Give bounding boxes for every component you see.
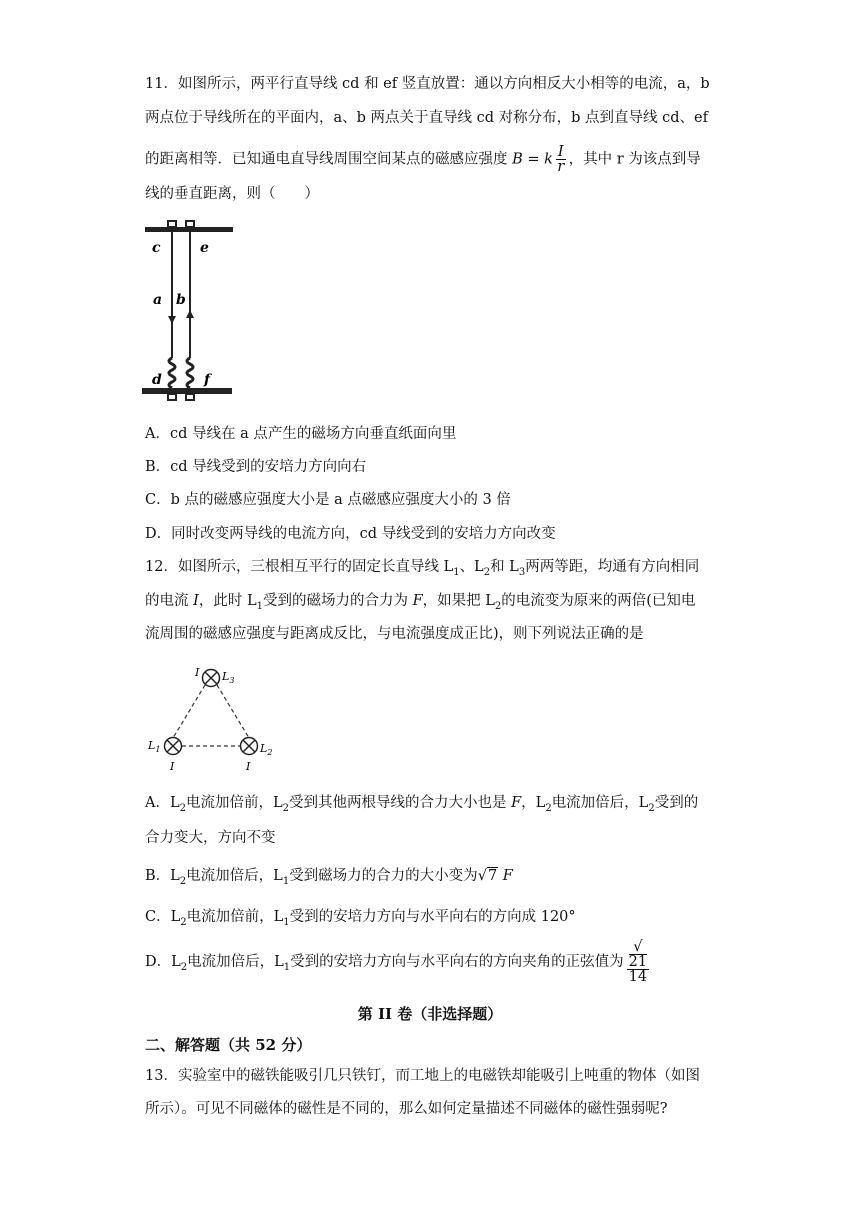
label-a: a: [153, 292, 163, 308]
q12-l2-I: I: [193, 593, 199, 609]
q12-stem-line3: 流周围的磁感应强度与距离成反比，与电流强度成正比)，则下列说法正确的是: [145, 626, 644, 642]
label-e: e: [200, 240, 209, 256]
part2-title: 第 II 卷（非选择题）: [357, 1005, 503, 1023]
q12-option-d: [145, 940, 652, 984]
q11-option-c: C．b 点的磁感应强度大小是 a 点磁感应强度大小的 3 倍: [145, 492, 511, 508]
optD-t2: 电流加倍后，L: [187, 954, 284, 970]
optA-t2: 电流加倍前，L: [185, 795, 283, 811]
label-l3-letter: L: [222, 670, 230, 683]
q12-stem-t4: 两两等距，均通有方向相同: [525, 559, 700, 575]
sub-1: 1: [256, 600, 263, 612]
optC-t3: 受到的安培力方向与水平向右的方向成 120°: [289, 909, 576, 925]
q11-option-b: B．cd 导线受到的安培力方向向右: [145, 459, 367, 475]
q11-stem-line3-post: ，其中 r 为该点到导: [568, 151, 701, 168]
label-l3-sub: 3: [229, 676, 235, 685]
sub-2: 2: [483, 566, 491, 578]
three-wires-figure: [145, 660, 285, 778]
sqrt-7: √7: [477, 868, 498, 884]
q12-stem-line2: [145, 591, 695, 617]
sub-3: 3: [518, 566, 526, 578]
optB-t1: B．L: [145, 868, 180, 884]
optD-t1: D．L: [145, 954, 181, 970]
sub-2: 2: [179, 875, 187, 887]
q11-stem-line3-text: 的距离相等．已知通电直导线周围空间某点的磁感应强度: [145, 151, 508, 168]
q12-l2-t2: ，此时 L: [198, 593, 257, 609]
q12-option-c: [145, 907, 576, 933]
wire-l1-symbol: [165, 738, 182, 755]
label-l1-letter: L: [148, 739, 156, 752]
label-l1: [147, 739, 160, 754]
label-l2-sub: 2: [267, 748, 273, 757]
q12-stem-t3: 和 L: [490, 559, 519, 575]
q12-option-b: [145, 866, 513, 892]
label-l2-letter: L: [260, 742, 268, 755]
sub-1: 1: [282, 875, 290, 887]
label-l1-sub: 1: [155, 745, 161, 754]
formula-lhs: B = k: [512, 151, 553, 168]
q11-stem-line2: 两点位于导线所在的平面内，a、b 两点关于直导线 cd 对称分布，b 点到直导线 cd、ef: [145, 110, 709, 126]
optB-t3: 受到磁场力的合力的大小变为: [289, 868, 478, 884]
sub-1: 1: [283, 961, 291, 973]
optC-t2: 电流加倍前，L: [186, 909, 284, 925]
wire-l2-symbol: [241, 738, 258, 755]
sub-2: 2: [545, 802, 552, 814]
q12-stem-t1: 12．如图所示，三根相互平行的固定长直导线 L: [145, 559, 454, 575]
formula-numerator: I: [557, 144, 564, 160]
q12-option-a-line1: [145, 793, 698, 819]
section2-heading: 二、解答题（共 52 分）: [145, 1036, 312, 1054]
optA-t4: ，L: [521, 795, 546, 811]
optA-t3: 受到其他两根导线的合力大小也是: [289, 795, 512, 811]
optA-t6: 受到的: [654, 795, 699, 811]
label-i-l1: I: [170, 760, 175, 773]
label-l3: [221, 670, 234, 685]
sub-2: 2: [494, 600, 502, 612]
q12-stem-t2: 、L: [459, 559, 484, 575]
optC-t1: C．L: [145, 909, 181, 925]
formula-fraction: [556, 145, 566, 174]
q12-l2-t5: 的电流变为原来的两倍(已知电: [501, 593, 696, 609]
wire-l3-symbol: [203, 670, 220, 687]
label-b: b: [176, 292, 186, 308]
sin-fraction: [627, 940, 649, 984]
q13-line2: 所示）。可见不同磁体的磁性是不同的，那么如何定量描述不同磁体的磁性强弱呢?: [145, 1101, 668, 1117]
optA-F: F: [511, 795, 522, 811]
q12-l2-t4: ，如果把 L: [422, 593, 495, 609]
optA-t1: A．L: [145, 795, 180, 811]
label-i-l3: I: [195, 666, 200, 679]
q11-stem-line4: 线的垂直距离，则（ ）: [145, 186, 319, 202]
q11-option-d: D．同时改变两导线的电流方向，cd 导线受到的安培力方向改变: [145, 526, 556, 542]
optD-t3: 受到的安培力方向与水平向右的方向夹角的正弦值为: [290, 954, 624, 970]
sub-2: 2: [282, 802, 289, 814]
sub-2: 2: [179, 802, 186, 814]
parallel-wires-figure: [140, 218, 250, 408]
sub-1: 1: [283, 916, 290, 928]
q12-stem-line1: [145, 557, 699, 583]
sub-2: 2: [648, 802, 655, 814]
optB-F: F: [502, 868, 513, 884]
sub-2: 2: [180, 961, 188, 973]
optA-t5: 电流加倍后，L: [551, 795, 649, 811]
q12-option-a-line2: 合力变大，方向不变: [145, 830, 276, 846]
label-l2: [259, 742, 272, 757]
label-d: d: [152, 372, 162, 388]
optB-t2: 电流加倍后，L: [186, 868, 283, 884]
q12-l2-F: F: [412, 593, 423, 609]
q12-l2-t3: 受到的磁场力的合力为: [262, 593, 413, 609]
q11-stem-line1: 11．如图所示，两平行直导线 cd 和 ef 竖直放置：通以方向相反大小相等的电流，a，b: [145, 76, 710, 92]
q12-l2-t1: 的电流: [145, 593, 194, 609]
sqrt-7-radicand: 7: [487, 868, 498, 884]
q11-option-a: A．cd 导线在 a 点产生的磁场方向垂直纸面向里: [145, 426, 457, 442]
q13-line1: 13．实验室中的磁铁能吸引几只铁钉，而工地上的电磁铁却能吸引上吨重的物体（如图: [145, 1068, 700, 1084]
sin-denominator: 14: [628, 969, 648, 985]
label-c: c: [152, 240, 161, 256]
sqrt-21-radicand: 21: [628, 954, 648, 970]
label-f: f: [204, 372, 211, 388]
formula-denominator: r: [557, 159, 565, 175]
sub-2: 2: [180, 916, 187, 928]
q11-stem-line3: [145, 145, 701, 174]
label-i-l2: I: [246, 760, 251, 773]
sub-1: 1: [453, 566, 460, 578]
sin-numerator: √ 21: [628, 939, 648, 970]
